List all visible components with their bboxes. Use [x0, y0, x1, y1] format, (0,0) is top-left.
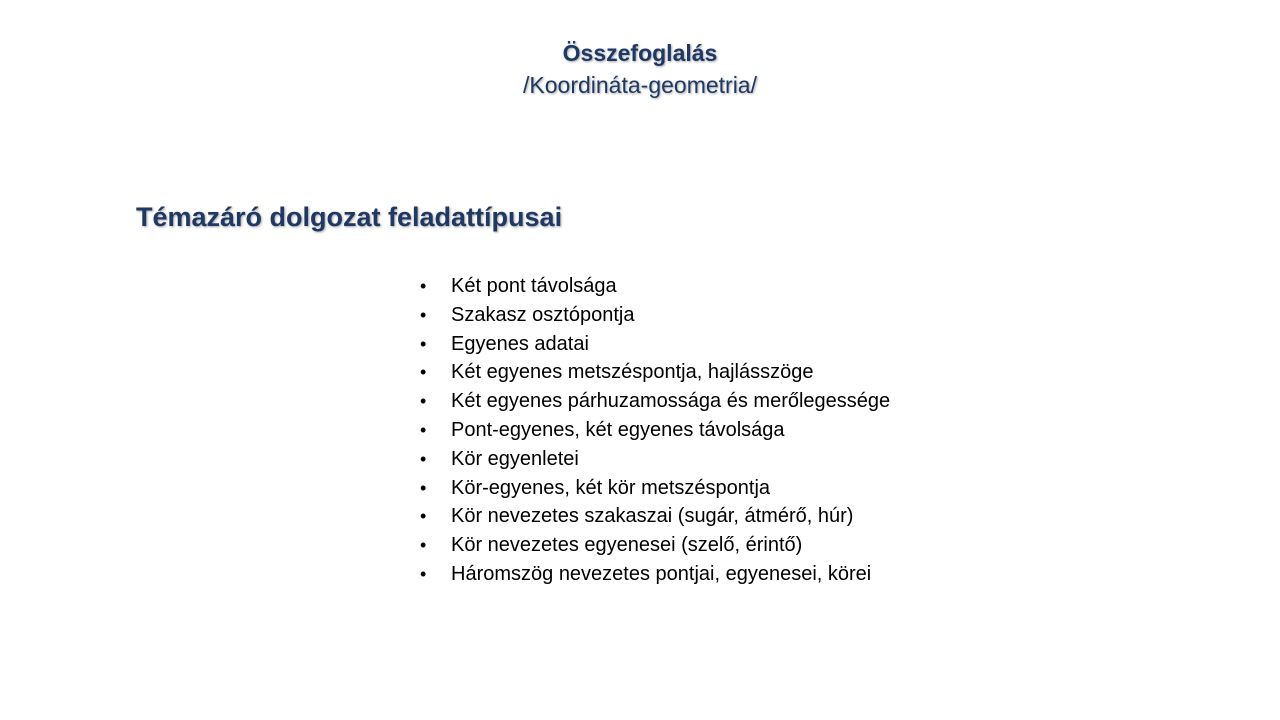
- topic-item: [420, 272, 890, 301]
- topic-text: Egyenes adatai: [451, 332, 589, 355]
- slide-subtitle: /Koordináta-geometria/: [523, 72, 757, 98]
- topic-item: [420, 531, 890, 560]
- topic-item: [420, 358, 890, 387]
- topic-text: Kör egyenletei: [451, 447, 579, 470]
- bullet-icon: •: [420, 333, 427, 354]
- bullet-icon: •: [420, 448, 427, 469]
- topic-item: [420, 416, 890, 445]
- topic-text: Kör nevezetes egyenesei (szelő, érintő): [451, 534, 803, 557]
- bullet-icon: •: [420, 304, 427, 325]
- slide-header: [0, 38, 1280, 102]
- topic-text: Két pont távolsága: [451, 275, 617, 297]
- bullet-icon: •: [420, 362, 427, 383]
- bullet-icon: •: [420, 563, 427, 584]
- topic-item: [420, 301, 890, 330]
- section-heading: Témazáró dolgozat feladattípusai: [136, 202, 563, 232]
- topic-text: Két egyenes párhuzamossága és merőlegessége: [451, 390, 891, 413]
- topic-item: [420, 387, 890, 416]
- bullet-icon: •: [420, 391, 427, 412]
- bullet-icon: •: [420, 506, 427, 527]
- bullet-icon: •: [420, 276, 427, 296]
- topic-list: [420, 272, 890, 589]
- topic-text: Szakasz osztópontja: [451, 303, 635, 326]
- topic-item: [420, 560, 890, 589]
- bullet-icon: •: [420, 535, 427, 556]
- topic-item: [420, 474, 890, 503]
- bullet-icon: •: [420, 477, 427, 498]
- topic-text: Pont-egyenes, két egyenes távolsága: [451, 418, 785, 441]
- topic-text: Két egyenes metszéspontja, hajlásszöge: [451, 361, 814, 384]
- topic-item: [420, 445, 890, 474]
- topic-text: Kör-egyenes, két kör metszéspontja: [451, 476, 771, 499]
- bullet-icon: •: [420, 419, 427, 440]
- slide-title: Összefoglalás: [562, 40, 718, 66]
- topic-item: [420, 502, 890, 531]
- topic-text: Háromszög nevezetes pontjai, egyenesei, körei: [451, 562, 872, 585]
- topic-text: Kör nevezetes szakaszai (sugár, átmérő, húr): [451, 505, 854, 528]
- topic-item: [420, 330, 890, 359]
